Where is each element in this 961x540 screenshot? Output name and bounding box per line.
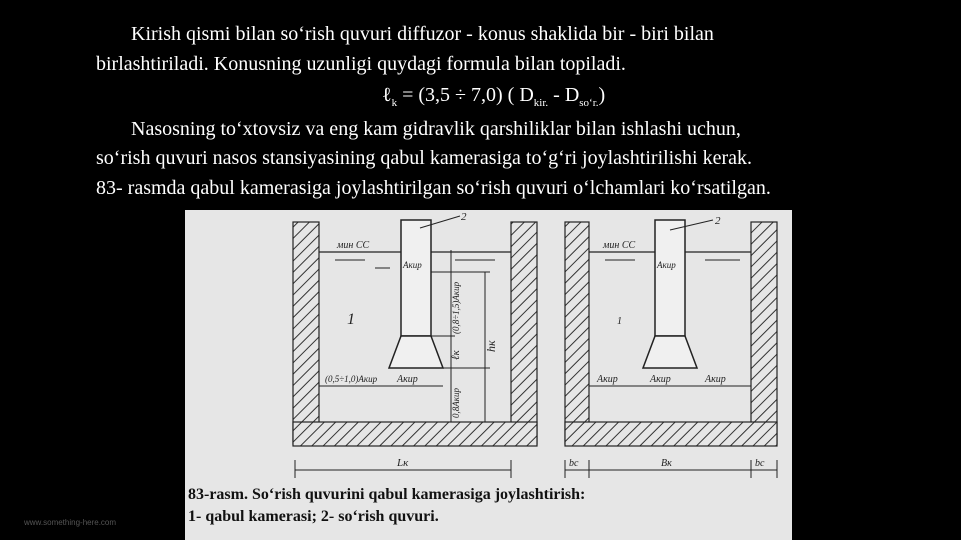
left-label-hk: hк: [484, 340, 498, 352]
paragraph-line-2: birlashtiriladi. Konusning uzunligi quydagi formula bilan topiladi.: [96, 53, 626, 75]
left-wall-left: [293, 222, 319, 444]
left-label-length: Lк: [397, 457, 409, 469]
formula-lhs: ℓ: [382, 84, 392, 106]
right-label-b-mid: Bк: [661, 458, 672, 469]
right-label-a1: Aкир: [597, 374, 618, 385]
right-label-water-level: мин СС: [603, 240, 636, 251]
left-label-chamber-num: 1: [347, 311, 355, 328]
left-label-bottom-a: Aкир: [397, 374, 418, 385]
right-label-pipe-num: 2: [715, 215, 721, 227]
formula-end: ): [598, 84, 606, 106]
right-wall-right: [751, 222, 777, 444]
left-label-water-level: мин СС: [337, 240, 370, 251]
formula-sep: - D: [548, 84, 580, 106]
paragraph-line-5: so‘rish quvuri nasos stansiyasining qabul kamerasiga to‘g‘ri joylashtirilishi kerak.: [96, 147, 752, 169]
formula: [382, 83, 605, 115]
formula-sub-sor: so‘r.: [579, 97, 599, 109]
paragraph-line-6: 83- rasmda qabul kamerasiga joylashtirilgan so‘rish quvuri o‘lchamlari ko‘rsatilgan.: [96, 177, 771, 199]
left-floor: [293, 422, 537, 446]
right-chamber: [565, 215, 777, 478]
footer-url: www.something-here.com: [24, 518, 117, 527]
figure-caption-2: 1- qabul kamerasi; 2- so‘rish quvuri.: [188, 508, 439, 525]
formula-middle: = (3,5 ÷ 7,0) ( D: [397, 84, 534, 106]
right-wall-left: [565, 222, 589, 444]
paragraph-line-1: Kirish qismi bilan so‘rish quvuri diffuzor - konus shaklida bir - biri bilan: [131, 23, 714, 45]
right-diffuser: [643, 336, 697, 368]
right-label-chamber-num: 1: [617, 316, 622, 327]
right-label-a3: Aкир: [705, 374, 726, 385]
left-diffuser: [389, 336, 443, 368]
formula-sub-kir: kir.: [533, 97, 549, 109]
formula-lhs-sub: k: [391, 97, 398, 109]
figure-caption-1: 83-rasm. So‘rish quvurini qabul kamerasiga joylashtirish:: [188, 486, 586, 503]
right-label-b-right: bс: [755, 458, 765, 469]
left-label-bottom-left: (0,5÷1,0)Aкир: [325, 374, 378, 384]
left-label-dim-upper: (0,8÷1,5)Aкир: [451, 281, 461, 334]
left-pipe: [401, 220, 431, 336]
left-label-lk: ℓк: [450, 350, 462, 360]
left-label-a-top: Aкир: [403, 260, 422, 270]
right-pipe: [655, 220, 685, 336]
paragraph-line-4: Nasosning to‘xtovsiz va eng kam gidravlik qarshiliklar bilan ishlashi uchun,: [131, 118, 741, 140]
figure-83: [185, 210, 792, 540]
right-label-b-left: bс: [569, 458, 579, 469]
left-label-dim-low: 0,8Aкир: [451, 388, 461, 418]
left-wall-right: [511, 222, 537, 444]
left-chamber: [293, 211, 537, 478]
right-label-a2: Aкир: [650, 374, 671, 385]
right-floor: [565, 422, 777, 446]
right-label-a-top: Aкир: [657, 260, 676, 270]
left-label-pipe-num: 2: [461, 211, 467, 223]
